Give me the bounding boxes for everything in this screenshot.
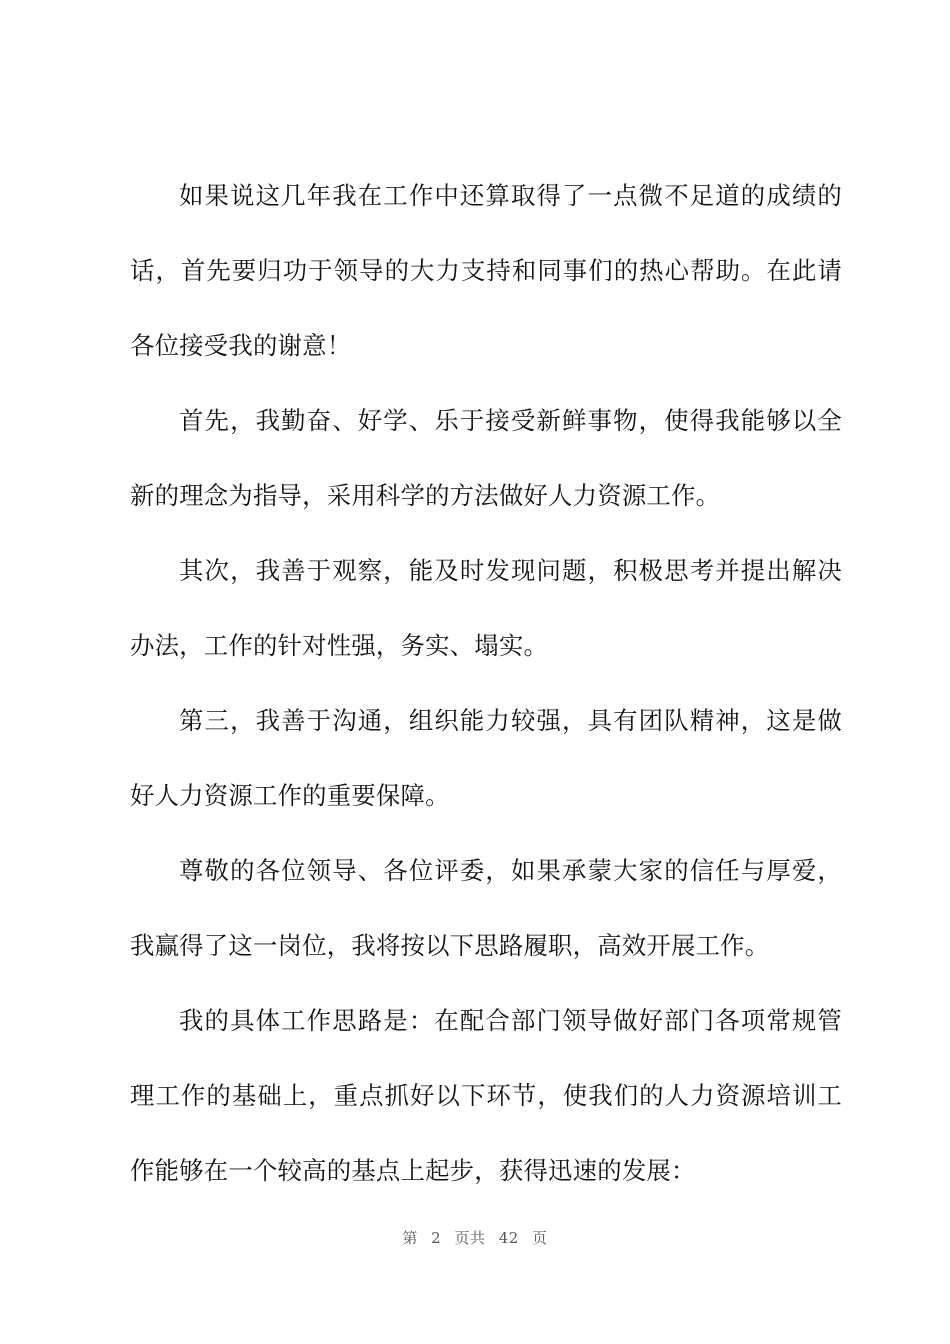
footer-page-number: 2	[431, 1229, 442, 1247]
footer-middle: 页共	[454, 1229, 486, 1247]
paragraph-1-line-1: 如果说这几年我在工作中还算取得了一点微不足道的成绩的	[179, 181, 842, 210]
footer-total-pages: 42	[498, 1229, 519, 1247]
paragraph-4-line-1: 第三，我善于沟通，组织能力较强，具有团队精神，这是做	[179, 706, 842, 735]
page-number-footer	[0, 1227, 950, 1248]
footer-prefix: 第	[402, 1229, 418, 1247]
paragraph-6-line-3: 作能够在一个较高的基点上起步，获得迅速的发展：	[130, 1156, 696, 1185]
footer-suffix: 页	[532, 1229, 548, 1247]
paragraph-6-line-2: 理工作的基础上，重点抓好以下环节，使我们的人力资源培训工	[130, 1081, 842, 1110]
paragraph-1-line-3: 各位接受我的谢意！	[130, 331, 352, 360]
paragraph-6-line-1: 我的具体工作思路是：在配合部门领导做好部门各项常规管	[179, 1006, 842, 1035]
paragraph-5-line-2: 我赢得了这一岗位，我将按以下思路履职，高效开展工作。	[130, 931, 770, 960]
paragraph-3-line-2: 办法，工作的针对性强，务实、塌实。	[130, 631, 549, 660]
paragraph-2-line-1: 首先，我勤奋、好学、乐于接受新鲜事物，使得我能够以全	[179, 406, 842, 435]
paragraph-1-line-2: 话，首先要归功于领导的大力支持和同事们的热心帮助。在此请	[130, 256, 842, 285]
paragraph-3-line-1: 其次，我善于观察，能及时发现问题，积极思考并提出解决	[179, 556, 842, 585]
paragraph-4-line-2: 好人力资源工作的重要保障。	[130, 781, 450, 810]
paragraph-5-line-1: 尊敬的各位领导、各位评委，如果承蒙大家的信任与厚爱，	[179, 856, 842, 885]
paragraph-2-line-2: 新的理念为指导，采用科学的方法做好人力资源工作。	[130, 481, 721, 510]
